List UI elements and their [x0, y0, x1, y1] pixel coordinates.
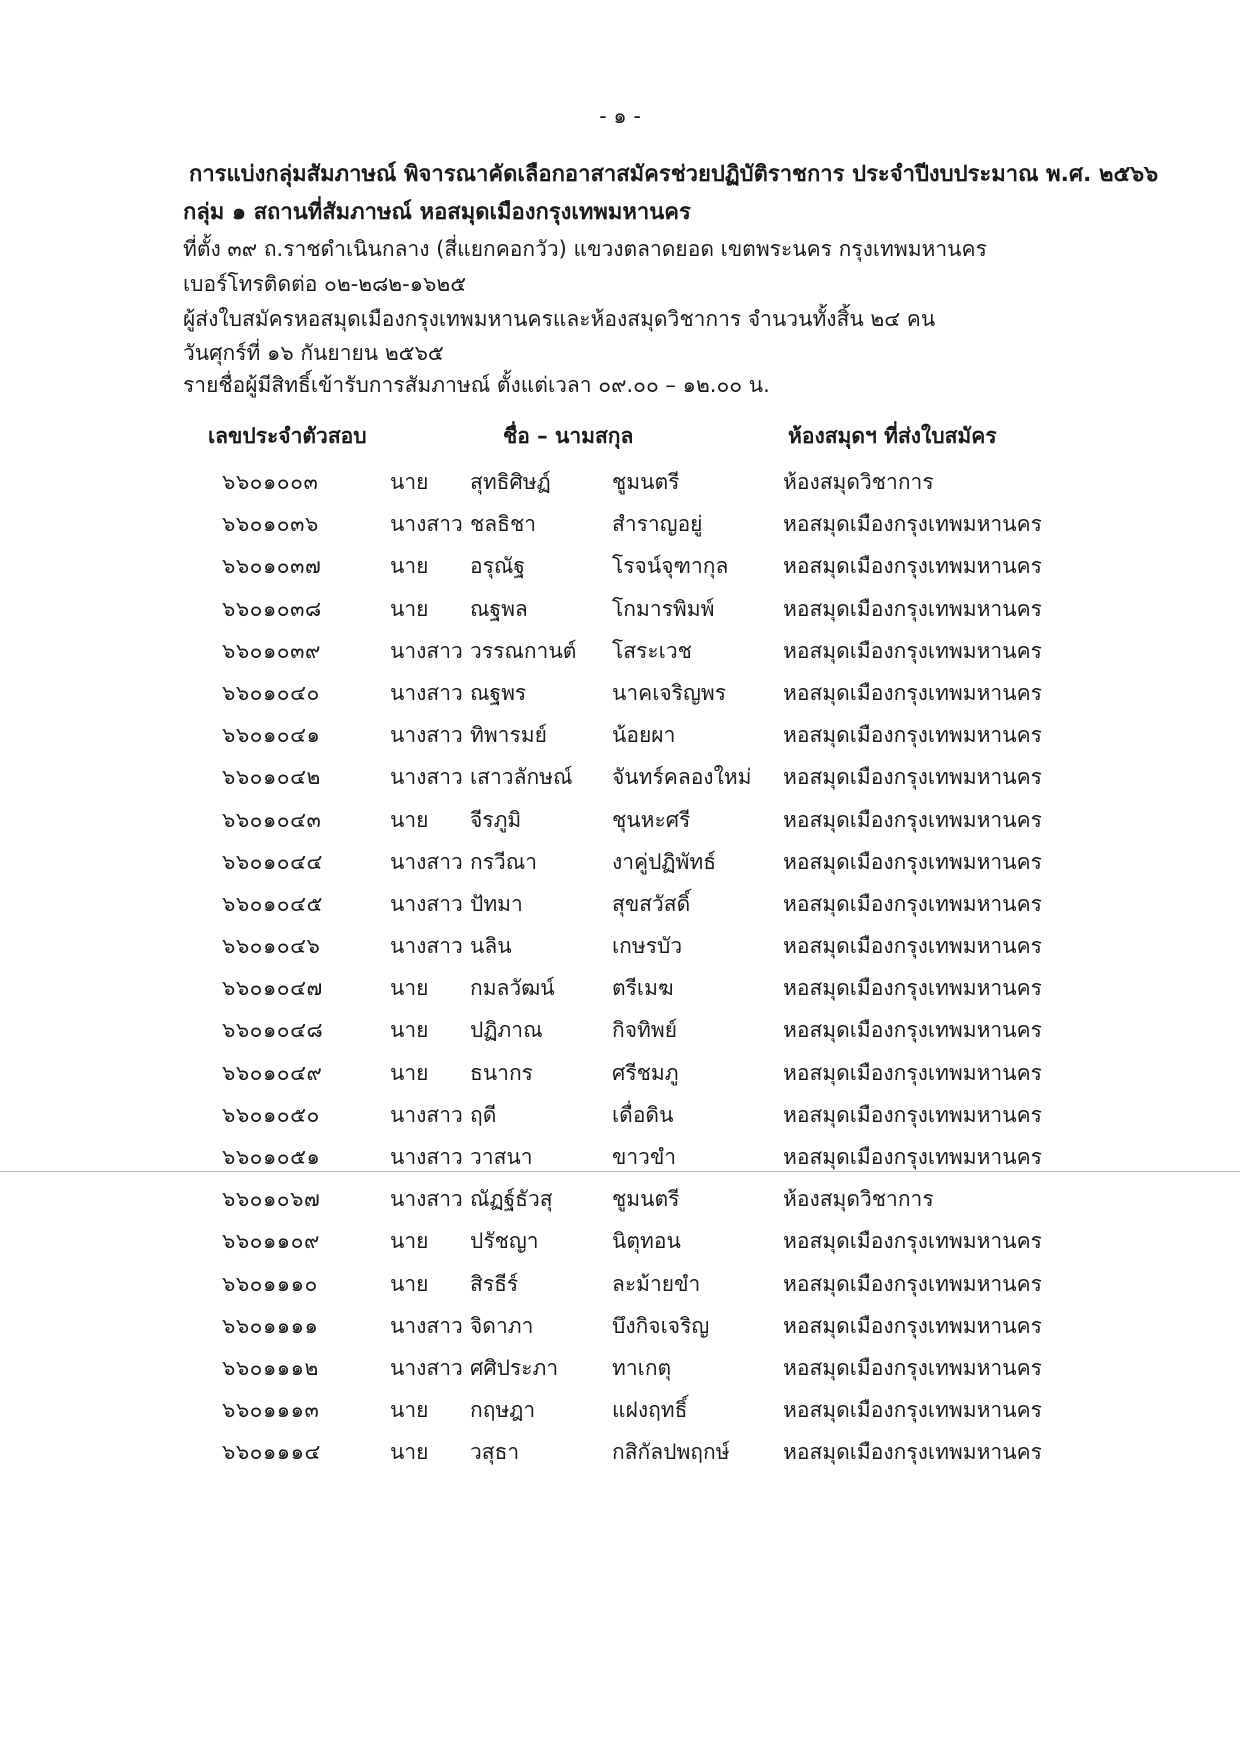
candidate-library: หอสมุดเมืองกรุงเทพมหานคร [783, 1271, 1042, 1296]
candidate-first-name: กรวีณา [470, 849, 538, 874]
candidate-last-name: นาคเจริญพร [612, 680, 726, 705]
candidate-table [0, 462, 1240, 1475]
address-line: ที่ตั้ง ๓๙ ถ.ราชดำเนินกลาง (สี่แยกคอกวัว) แขวงตลาดยอด เขตพระนคร กรุงเทพมหานคร [183, 237, 987, 261]
candidate-last-name: แฝงฤทธิ์ [612, 1398, 688, 1423]
candidate-title: นางสาว [390, 849, 463, 874]
candidate-library: หอสมุดเมืองกรุงเทพมหานคร [783, 891, 1042, 916]
divider-line [0, 1171, 1240, 1172]
candidate-last-name: สำราญอยู่ [612, 512, 703, 537]
table-row [0, 1348, 1240, 1390]
table-row [0, 504, 1240, 546]
candidate-last-name: กสิกัลปพฤกษ์ [612, 1440, 730, 1465]
candidate-id: ๖๖๐๑๐๕๑ [222, 1145, 321, 1169]
table-row [0, 1432, 1240, 1474]
candidate-id: ๖๖๐๑๐๔๘ [222, 1018, 324, 1043]
candidate-last-name: ชูมนตรี [612, 470, 680, 494]
candidate-library: หอสมุดเมืองกรุงเทพมหานคร [783, 1313, 1042, 1338]
candidate-id: ๖๖๐๑๑๑๓ [222, 1398, 320, 1423]
candidate-last-name: ละม้ายขำ [612, 1271, 701, 1296]
candidate-title: นางสาว [390, 680, 463, 705]
candidate-first-name: ปรัชญา [470, 1229, 539, 1254]
candidate-first-name: ณัฏฐ์ธัวสุ [470, 1187, 553, 1212]
table-row [0, 1306, 1240, 1348]
document-header [183, 156, 1183, 401]
candidate-library: หอสมุดเมืองกรุงเทพมหานคร [783, 638, 1042, 663]
table-row [0, 546, 1240, 588]
applicants-line: ผู้ส่งใบสมัครหอสมุดเมืองกรุงเทพมหานครและห้องสมุดวิชาการ จำนวนทั้งสิ้น ๒๔ คน [183, 307, 936, 331]
candidate-title: นาย [390, 1398, 429, 1423]
candidate-library: หอสมุดเมืองกรุงเทพมหานคร [783, 1102, 1042, 1127]
candidate-library: หอสมุดเมืองกรุงเทพมหานคร [783, 807, 1042, 832]
candidate-id: ๖๖๐๑๑๑๑ [222, 1313, 319, 1338]
candidate-first-name: ฤดี [470, 1102, 497, 1127]
candidate-first-name: ชลธิชา [470, 512, 536, 537]
candidate-first-name: ปฏิภาณ [470, 1018, 543, 1043]
candidate-library: หอสมุดเมืองกรุงเทพมหานคร [783, 554, 1042, 579]
candidate-title: นางสาว [390, 1355, 463, 1380]
candidate-last-name: สุขสวัสดิ์ [612, 891, 691, 916]
candidate-last-name: โสระเวช [612, 638, 692, 663]
candidate-last-name: ชูมนตรี [612, 1187, 680, 1212]
candidate-id: ๖๖๐๑๐๔๙ [222, 1060, 323, 1085]
candidate-library: หอสมุดเมืองกรุงเทพมหานคร [783, 1440, 1042, 1465]
candidate-last-name: กิจทิพย์ [612, 1018, 678, 1043]
candidate-title: นางสาว [390, 1313, 463, 1338]
candidate-library: หอสมุดเมืองกรุงเทพมหานคร [783, 849, 1042, 874]
candidate-library: หอสมุดเมืองกรุงเทพมหานคร [783, 1229, 1042, 1254]
candidate-title: นาย [390, 470, 429, 494]
candidate-first-name: วสุธา [470, 1440, 520, 1465]
candidate-first-name: ธนากร [470, 1060, 533, 1085]
candidate-last-name: เดื่อดิน [612, 1102, 674, 1127]
candidate-last-name: ขาวขำ [612, 1145, 677, 1169]
table-row [0, 1221, 1240, 1263]
table-row [0, 926, 1240, 968]
candidate-library: หอสมุดเมืองกรุงเทพมหานคร [783, 596, 1042, 621]
candidate-last-name: ศรีชมภู [612, 1060, 679, 1085]
candidate-last-name: โรจน์จุฑากุล [612, 554, 729, 579]
candidate-title: นางสาว [390, 1187, 463, 1212]
candidate-id: ๖๖๐๑๑๑๒ [222, 1355, 319, 1380]
candidate-last-name: โกมารพิมพ์ [612, 596, 715, 621]
candidate-first-name: วรรณกานต์ [470, 638, 577, 663]
candidate-title: นาย [390, 596, 429, 621]
candidate-id: ๖๖๐๑๐๔๑ [222, 723, 321, 748]
candidate-first-name: กมลวัฒน์ [470, 976, 555, 1001]
table-row [0, 1053, 1240, 1095]
candidate-first-name: ปัทมา [470, 891, 523, 916]
candidate-first-name: ทิพารมย์ [470, 723, 547, 748]
candidate-title: นางสาว [390, 638, 463, 663]
candidate-title: นางสาว [390, 891, 463, 916]
candidate-first-name: เสาวลักษณ์ [470, 765, 573, 790]
table-row [0, 1010, 1240, 1052]
candidate-title: นางสาว [390, 1102, 463, 1127]
phone-line: เบอร์โทรติดต่อ ๐๒-๒๘๒-๑๖๒๕ [183, 272, 467, 296]
candidate-title: นาย [390, 554, 429, 579]
column-header-name: ชื่อ – นามสกุล [503, 424, 634, 448]
candidate-title: นาย [390, 1018, 429, 1043]
table-row [0, 1264, 1240, 1306]
candidate-title: นาย [390, 807, 429, 832]
table-row [0, 631, 1240, 673]
candidate-library: หอสมุดเมืองกรุงเทพมหานคร [783, 765, 1042, 790]
candidate-library: หอสมุดเมืองกรุงเทพมหานคร [783, 723, 1042, 748]
candidate-library: หอสมุดเมืองกรุงเทพมหานคร [783, 512, 1042, 537]
candidate-id: ๖๖๐๑๐๔๖ [222, 934, 321, 959]
candidate-title: นางสาว [390, 934, 463, 959]
candidate-library: หอสมุดเมืองกรุงเทพมหานคร [783, 1355, 1042, 1380]
candidate-id: ๖๖๐๑๐๔๕ [222, 891, 323, 916]
candidate-last-name: ตรีเมฆ [612, 976, 674, 1001]
document-title: การแบ่งกลุ่มสัมภาษณ์ พิจารณาคัดเลือกอาสาสมัครช่วยปฏิบัติราชการ ประจำปีงบประมาณ พ.ศ. ๒๕๖๖ [189, 162, 1159, 187]
table-row [0, 715, 1240, 757]
candidate-first-name: อรุณัฐ [470, 554, 525, 579]
candidate-id: ๖๖๐๑๑๑๔ [222, 1440, 321, 1465]
candidate-first-name: วาสนา [470, 1145, 533, 1169]
table-row [0, 589, 1240, 631]
candidate-last-name: ทาเกตุ [612, 1355, 672, 1380]
candidate-last-name: บึงกิจเจริญ [612, 1313, 710, 1338]
candidate-library: ห้องสมุดวิชาการ [783, 470, 934, 494]
candidate-id: ๖๖๐๑๐๔๒ [222, 765, 321, 790]
table-row [0, 1137, 1240, 1179]
candidate-id: ๖๖๐๑๐๐๓ [222, 470, 319, 494]
table-row [0, 884, 1240, 926]
candidate-id: ๖๖๐๑๐๖๗ [222, 1187, 321, 1212]
candidate-title: นาย [390, 1271, 429, 1296]
candidate-title: นางสาว [390, 1145, 463, 1169]
candidate-library: หอสมุดเมืองกรุงเทพมหานคร [783, 1398, 1042, 1423]
column-header-library: ห้องสมุดฯ ที่ส่งใบสมัคร [788, 424, 997, 448]
candidate-id: ๖๖๐๑๐๔๗ [222, 976, 323, 1001]
candidate-id: ๖๖๐๑๑๑๐ [222, 1271, 318, 1296]
candidate-title: นาย [390, 976, 429, 1001]
candidate-library: หอสมุดเมืองกรุงเทพมหานคร [783, 1145, 1042, 1169]
table-row [0, 1390, 1240, 1432]
table-row [0, 462, 1240, 504]
candidate-first-name: ณฐพล [470, 596, 528, 621]
table-row [0, 800, 1240, 842]
candidate-title: นาย [390, 1229, 429, 1254]
candidate-title: นางสาว [390, 765, 463, 790]
time-line: รายชื่อผู้มีสิทธิ์เข้ารับการสัมภาษณ์ ตั้งแต่เวลา ๐๙.๐๐ – ๑๒.๐๐ น. [183, 373, 770, 397]
table-row [0, 1095, 1240, 1137]
candidate-last-name: น้อยผา [612, 723, 676, 748]
column-header-id: เลขประจำตัวสอบ [208, 424, 367, 448]
candidate-library: หอสมุดเมืองกรุงเทพมหานคร [783, 976, 1042, 1001]
table-row [0, 673, 1240, 715]
candidate-title: นาย [390, 1060, 429, 1085]
candidate-last-name: ชุนหะศรี [612, 807, 691, 832]
candidate-id: ๖๖๐๑๐๔๓ [222, 807, 322, 832]
candidate-id: ๖๖๐๑๐๕๐ [222, 1102, 320, 1127]
table-row [0, 1179, 1240, 1221]
candidate-title: นางสาว [390, 512, 463, 537]
candidate-first-name: สุทธิศิษฏ์ [470, 470, 551, 494]
candidate-first-name: จิดาภา [470, 1313, 534, 1338]
candidate-title: นางสาว [390, 723, 463, 748]
candidate-first-name: ศศิประภา [470, 1355, 559, 1380]
candidate-library: หอสมุดเมืองกรุงเทพมหานคร [783, 1018, 1042, 1043]
candidate-id: ๖๖๐๑๐๔๔ [222, 849, 323, 874]
candidate-id: ๖๖๐๑๐๓๙ [222, 638, 321, 663]
candidate-library: ห้องสมุดวิชาการ [783, 1187, 934, 1212]
candidate-library: หอสมุดเมืองกรุงเทพมหานคร [783, 934, 1042, 959]
date-line: วันศุกร์ที่ ๑๖ กันยายน ๒๕๖๕ [183, 341, 444, 365]
candidate-library: หอสมุดเมืองกรุงเทพมหานคร [783, 1060, 1042, 1085]
candidate-last-name: นิตุทอน [612, 1229, 681, 1254]
candidate-id: ๖๖๐๑๐๓๖ [222, 512, 319, 537]
candidate-id: ๖๖๐๑๐๓๘ [222, 596, 322, 621]
candidate-first-name: สิรธีร์ [470, 1271, 519, 1296]
candidate-title: นาย [390, 1440, 429, 1465]
candidate-id: ๖๖๐๑๑๐๙ [222, 1229, 320, 1254]
candidate-library: หอสมุดเมืองกรุงเทพมหานคร [783, 680, 1042, 705]
candidate-last-name: จันทร์คลองใหม่ [612, 765, 752, 790]
candidate-id: ๖๖๐๑๐๓๗ [222, 554, 322, 579]
candidate-id: ๖๖๐๑๐๔๐ [222, 680, 320, 705]
table-header [0, 420, 1240, 460]
candidate-first-name: ณฐพร [470, 680, 527, 705]
candidate-first-name: กฤษฎา [470, 1398, 536, 1423]
page-number: - ๑ - [599, 104, 641, 128]
group-heading: กลุ่ม ๑ สถานที่สัมภาษณ์ หอสมุดเมืองกรุงเทพมหานคร [183, 200, 691, 225]
candidate-first-name: นลิน [470, 934, 512, 959]
candidate-first-name: จีรภูมิ [470, 807, 522, 832]
table-row [0, 757, 1240, 799]
candidate-last-name: เกษรบัว [612, 934, 683, 959]
table-row [0, 842, 1240, 884]
table-row [0, 968, 1240, 1010]
candidate-last-name: งาคู่ปฏิพัทธ์ [612, 849, 717, 874]
